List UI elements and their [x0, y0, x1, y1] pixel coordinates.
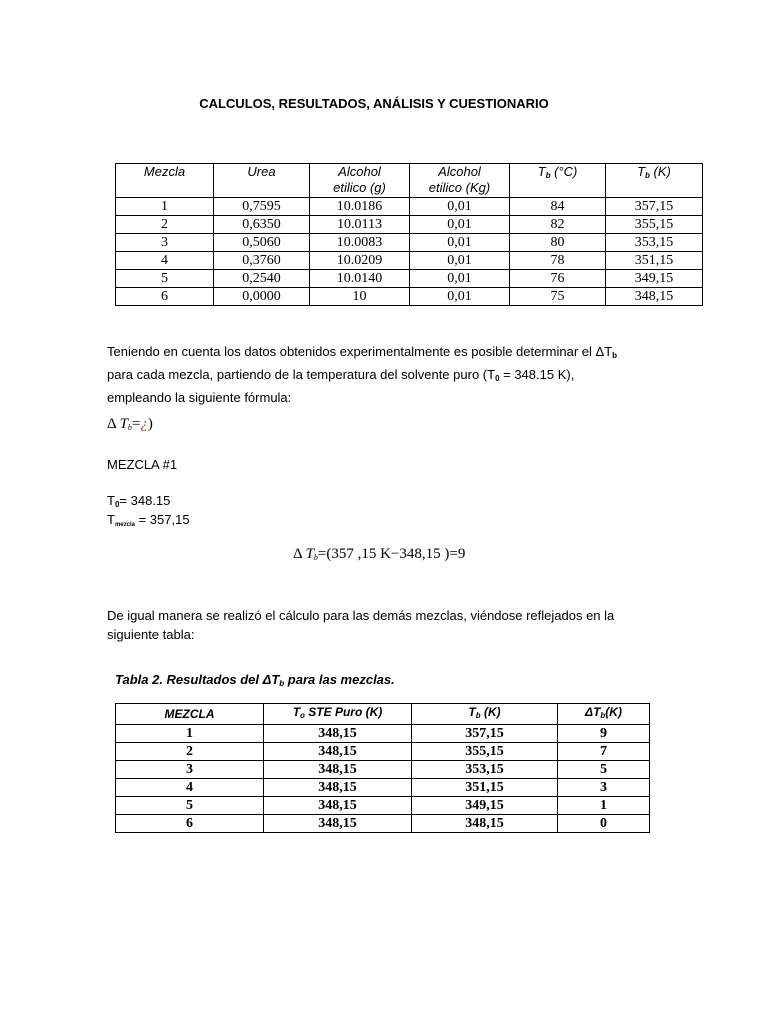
table-row: [116, 761, 650, 779]
table-row: [116, 252, 703, 270]
table-row: [116, 234, 703, 252]
table-cell: 75: [510, 288, 606, 306]
formula-delta-tb: Δ $T_b=¿$): [107, 416, 153, 432]
formula-mezcla-1: Δ $T_b=(357$ ,15 K−348,15 )=9: [293, 546, 466, 562]
table-cell: 76: [510, 270, 606, 288]
table-cell: 0,01: [410, 252, 510, 270]
table-cell: 9: [558, 725, 650, 743]
table-header-row: [116, 704, 650, 725]
table-cell: 348,15: [264, 797, 412, 815]
table-cell: 10.0209: [310, 252, 410, 270]
table-cell: 10.0113: [310, 216, 410, 234]
table-row: [116, 270, 703, 288]
table-cell: 4: [116, 252, 214, 270]
table-cell: 6: [116, 815, 264, 833]
table-cell: 348,15: [606, 288, 703, 306]
table-cell: 348,15: [264, 725, 412, 743]
table-cell: 355,15: [412, 743, 558, 761]
table-cell: 349,15: [412, 797, 558, 815]
table-cell: 5: [116, 797, 264, 815]
table-cell: 3: [558, 779, 650, 797]
table-cell: 0,7595: [214, 198, 310, 216]
paragraph-results: De igual manera se realizó el cálculo para las demás mezclas, viéndose reflejados en la siguiente tabla:: [107, 608, 615, 642]
table-cell: 82: [510, 216, 606, 234]
table-row: [116, 725, 650, 743]
col-header-tb: $T_b$ (K): [412, 704, 558, 725]
table-cell: 5: [558, 761, 650, 779]
table-cell: 348,15: [264, 779, 412, 797]
table-cell: 1: [116, 198, 214, 216]
table-row: [116, 743, 650, 761]
table-row: [116, 216, 703, 234]
table-cell: 10.0186: [310, 198, 410, 216]
table-cell: 0,5060: [214, 234, 310, 252]
table-cell: 1: [558, 797, 650, 815]
page-title: CALCULOS, RESULTADOS, ANÁLISIS Y CUESTIONARIO: [199, 96, 549, 111]
table-row: [116, 779, 650, 797]
table-cell: 5: [116, 270, 214, 288]
table-cell: 80: [510, 234, 606, 252]
table-row: [116, 797, 650, 815]
table-cell: 0,01: [410, 288, 510, 306]
table-cell: 349,15: [606, 270, 703, 288]
table-row: [116, 288, 703, 306]
table-cell: 4: [116, 779, 264, 797]
col-header-to-puro: $T_o$ STE Puro (K): [264, 704, 412, 725]
table-cell: 353,15: [606, 234, 703, 252]
col-header-mezcla: Mezcla: [116, 164, 214, 198]
table-cell: 351,15: [606, 252, 703, 270]
col-header-alcohol-kg: Alcohol etilico (Kg): [410, 164, 510, 198]
table-cell: 357,15: [412, 725, 558, 743]
table-cell: 2: [116, 743, 264, 761]
col-header-delta-tb: $\Delta T_b(K)$: [558, 704, 650, 725]
table-cell: 10.0083: [310, 234, 410, 252]
table-cell: 6: [116, 288, 214, 306]
table-cell: 3: [116, 234, 214, 252]
table-cell: 355,15: [606, 216, 703, 234]
col-header-tb-k: $T_b$ (K): [606, 164, 703, 198]
table-cell: 1: [116, 725, 264, 743]
t0-line: $T_0= 348.15$: [107, 493, 171, 509]
table-cell: 353,15: [412, 761, 558, 779]
table-cell: 0: [558, 815, 650, 833]
table-cell: 0,01: [410, 198, 510, 216]
table-cell: 0,01: [410, 234, 510, 252]
col-header-urea: Urea: [214, 164, 310, 198]
table-cell: 0,3760: [214, 252, 310, 270]
table-cell: 0,6350: [214, 216, 310, 234]
col-header-mezcla: MEZCLA: [116, 704, 264, 725]
table-cell: 0,0000: [214, 288, 310, 306]
table-cell: 351,15: [412, 779, 558, 797]
table-row: [116, 815, 650, 833]
table-cell: 2: [116, 216, 214, 234]
table-cell: 348,15: [412, 815, 558, 833]
table-mezclas: [115, 163, 703, 306]
table-cell: 0,2540: [214, 270, 310, 288]
table-row: [116, 198, 703, 216]
col-header-tb-c: $T_b$ (°C): [510, 164, 606, 198]
mezcla-heading: MEZCLA #1: [107, 457, 178, 472]
table-cell: 10: [310, 288, 410, 306]
table-cell: 357,15: [606, 198, 703, 216]
table-cell: 78: [510, 252, 606, 270]
table-header-row: [116, 164, 703, 198]
tmezcla-line: $T_{mezcla} = 357,15$: [107, 512, 190, 528]
table-cell: 10.0140: [310, 270, 410, 288]
table-cell: 348,15: [264, 743, 412, 761]
table-cell: 84: [510, 198, 606, 216]
table-cell: 7: [558, 743, 650, 761]
table-cell: 348,15: [264, 815, 412, 833]
paragraph-intro: Teniendo en cuenta los datos obtenidos experimentalmente es posible determinar el $\Delta T_b$ para cada mezcla, partiendo de la temperatura del solvente puro ($T_0 = 348.15$ K), empleando la siguiente fórmula:: [107, 344, 618, 405]
table-cell: 348,15: [264, 761, 412, 779]
table-cell: 3: [116, 761, 264, 779]
table-cell: 0,01: [410, 216, 510, 234]
table2-caption: Tabla 2. Resultados del $\Delta T_b$ para las mezclas.: [115, 672, 395, 688]
table-resultados: [115, 703, 650, 833]
table-cell: 0,01: [410, 270, 510, 288]
col-header-alcohol-g: Alcohol etilico (g): [310, 164, 410, 198]
